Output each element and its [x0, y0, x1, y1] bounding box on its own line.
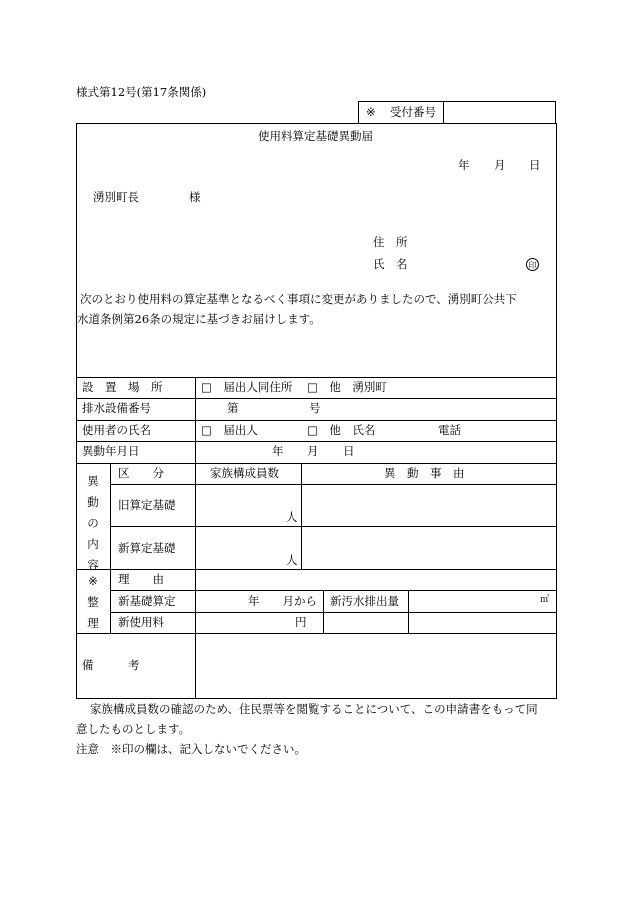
body-text-line2: 水道条例第26条の規定に基づきお届けします。: [77, 312, 321, 326]
old-family-count-field[interactable]: [200, 489, 296, 522]
date-year-label: 年: [458, 158, 470, 172]
change-date-month: 月: [307, 444, 319, 458]
note-text: 注意 ※印の欄は、記入しないでください。: [76, 742, 306, 756]
change-date-year: 年: [272, 444, 284, 458]
drain-number-field[interactable]: [245, 401, 305, 417]
office-side-label: ※ 整 理: [87, 574, 99, 630]
yen-unit: 円: [295, 615, 307, 629]
old-reason-field[interactable]: [306, 489, 552, 522]
addressee-honorific: 様: [189, 190, 201, 204]
office-reason-label: 理 由: [118, 572, 164, 586]
location-label: 設 置 場 所: [82, 380, 163, 394]
user-option-applicant[interactable]: □ 届出人: [201, 423, 258, 437]
drain-number-prefix: 第: [227, 401, 239, 415]
phone-label: 電話: [438, 423, 461, 437]
drain-number-label: 排水設備番号: [82, 401, 151, 415]
body-text-line1: 次のとおり使用料の算定基準となるべく事項に変更がありましたので、湧別町公共下: [80, 292, 517, 306]
remarks-field[interactable]: [200, 638, 552, 694]
new-basis-label: 新算定基礎: [118, 541, 176, 555]
location-option-same-address[interactable]: □ 届出人同住所: [201, 380, 293, 394]
consent-line1: 家族構成員数の確認のため、住民票等を閲覧することについて、この申請書をもって同: [90, 702, 538, 716]
date-month-label: 月: [494, 158, 506, 172]
form-number: 様式第12号(第17条関係): [76, 85, 207, 99]
location-option-other[interactable]: □ 他 湧別町: [307, 380, 387, 394]
drain-number-suffix: 号: [309, 401, 321, 415]
changes-category-header: 区 分: [118, 466, 164, 480]
new-calc-basis-label: 新基礎算定: [118, 594, 176, 608]
seal-mark: 印: [526, 258, 539, 271]
change-date-label: 異動年月日: [82, 444, 140, 458]
old-basis-label: 旧算定基礎: [118, 498, 176, 512]
change-reason-header: 異 動 事 由: [384, 466, 465, 480]
new-reason-field[interactable]: [306, 531, 552, 564]
from-date-label: 年 月から: [248, 594, 317, 608]
user-option-other[interactable]: □ 他 氏名: [307, 423, 376, 437]
new-fee-label: 新使用料: [118, 615, 164, 629]
consent-line2: 意したものとします。: [76, 722, 191, 736]
changes-side-label: 異 動 の 内 容: [87, 474, 99, 572]
form-title: 使用料算定基礎異動届: [258, 129, 373, 143]
address-label: 住 所: [373, 235, 408, 249]
new-person-unit: 人: [286, 553, 298, 567]
change-date-day: 日: [343, 444, 355, 458]
family-count-header: 家族構成員数: [210, 466, 279, 480]
address-field[interactable]: [415, 233, 545, 249]
name-field[interactable]: [415, 255, 520, 271]
new-family-count-field[interactable]: [200, 531, 296, 564]
remarks-label: 備 考: [82, 658, 140, 672]
receipt-number-label: 受付番号: [390, 105, 436, 119]
old-person-unit: 人: [286, 510, 298, 524]
new-sewage-label: 新汚水排出量: [330, 594, 399, 608]
receipt-mark: ※: [366, 105, 376, 119]
user-name-label: 使用者の氏名: [82, 423, 151, 437]
addressee-name: 湧別町長: [93, 190, 139, 204]
receipt-number-field[interactable]: [450, 105, 550, 119]
name-label: 氏 名: [373, 257, 408, 271]
date-day-label: 日: [529, 158, 541, 172]
m3-unit: ㎥: [540, 595, 550, 605]
